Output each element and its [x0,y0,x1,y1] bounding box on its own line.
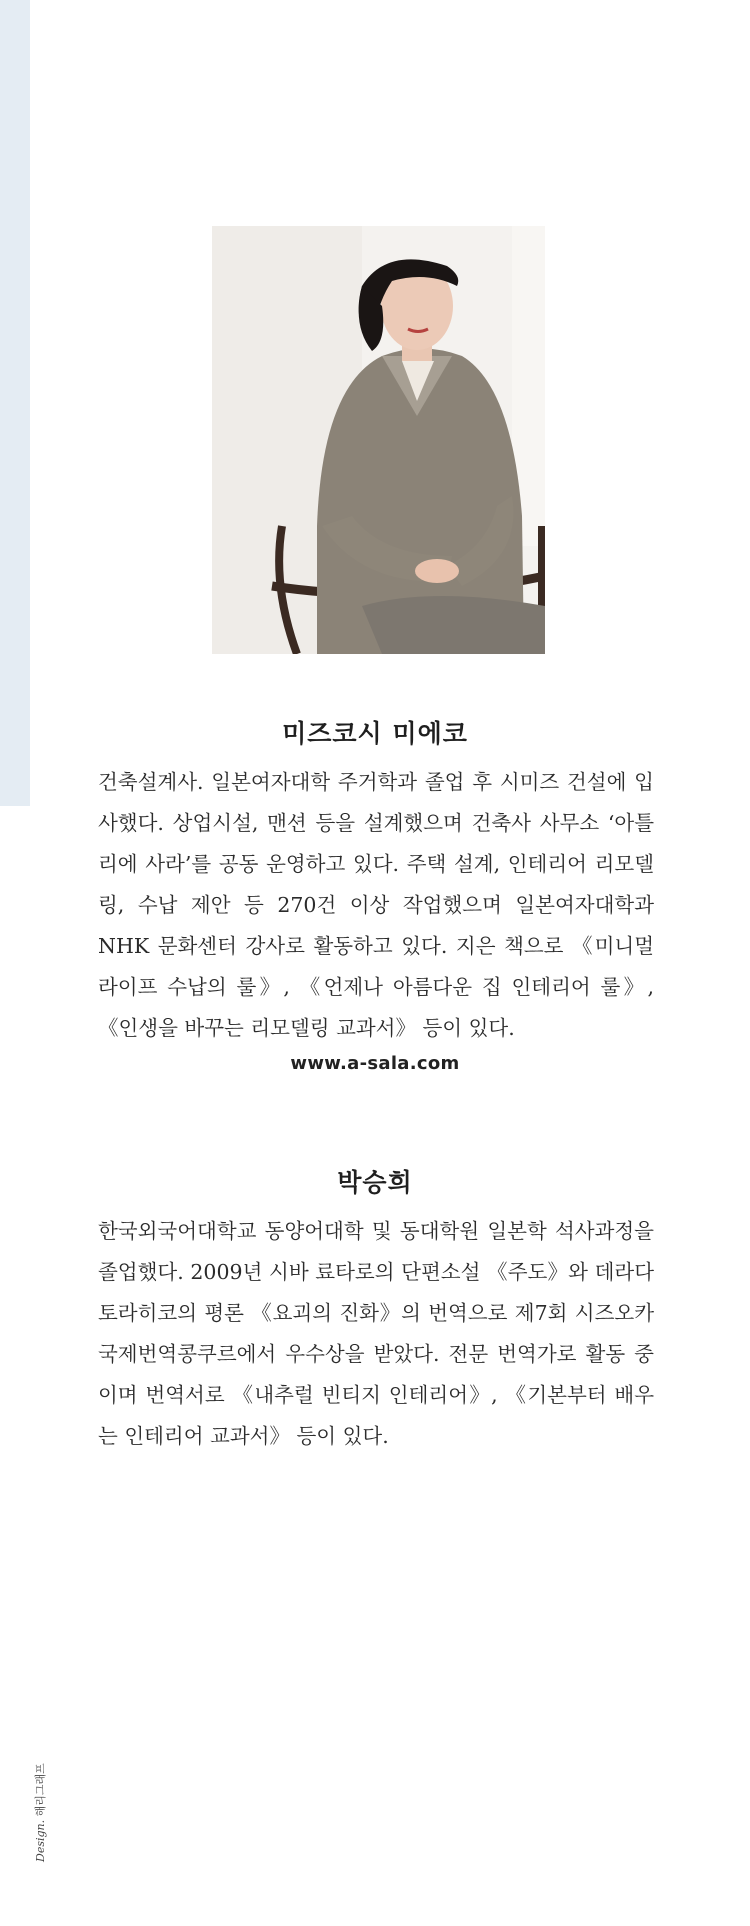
author-bio: 건축설계사. 일본여자대학 주거학과 졸업 후 시미즈 건설에 입사했다. 상업시설, 맨션 등을 설계했으며 건축사 사무소 ‘아틀리에 사라’를 공동 운영하고 있다. 주택 설계, 인테리어 리모델링, 수납 제안 등 270건 이상 작업했으며 일본여자대학과 NHK 문화센터 강사로 활동하고 있다. 지은 책으로 《미니멀라이프 수납의 룰》, 《언제나 아름다운 집 인테리어 룰》, 《인생을 바꾸는 리모델링 교과서》 등이 있다. [98,770,654,1040]
translator-name: 박승희 [337,1168,413,1197]
author-portrait [212,226,545,654]
translator-bio: 한국외국어대학교 동양어대학 및 동대학원 일본학 석사과정을 졸업했다. 2009년 시바 료타로의 단편소설 《주도》와 데라다 토라히코의 평론 《요괴의 진화》의 번역으로 제7회 시즈오카 국제번역콩쿠르에서 우수상을 받았다. 전문 번역가로 활동 중이며 번역서로 《내추럴 빈티지 인테리어》, 《기본부터 배우는 인테리어 교과서》 등이 있다. [98,1219,654,1448]
decorative-side-strip [0,0,30,806]
design-credit-label: Design. [34,1819,47,1862]
design-credit-name: 해리그래프 [34,1763,47,1817]
author-name: 미즈코시 미에코 [282,719,468,748]
design-credit [32,1763,48,1862]
author-website-link[interactable]: www.a-sala.com [290,1053,460,1074]
